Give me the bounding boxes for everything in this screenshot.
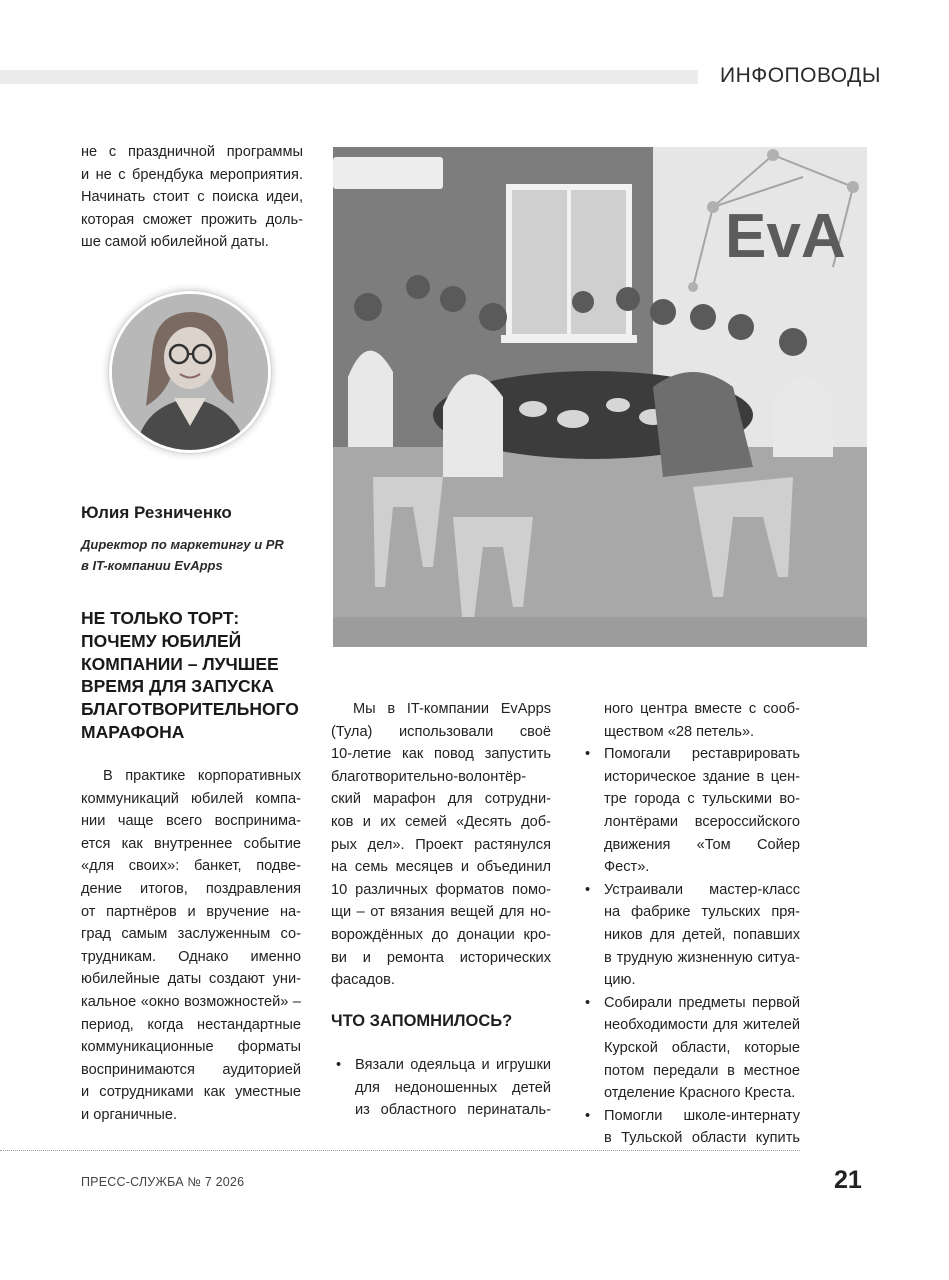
author-role: Директор по маркетингу и PR в IT-компании EvApps [81, 537, 284, 573]
header-band [0, 70, 698, 84]
photo-logo: EvA [725, 202, 846, 271]
body-column-1: В практике корпоративных коммуникаций юбилей компа- нии чаще всего воспринима- ется как внутреннее событие «для своих»: банкет, подве- дение итогов, поздравления от партнёров и вручение на- град самым заслуженным со- трудникам. Однако именно юбилейные даты создают уни- кальное «окно возможностей» – период, когда нестандартные коммуникационные форматы воспринимаются аудиторией и сотрудниками как уместные и органичные. [81, 768, 301, 1123]
body-column-2: Мы в IT-компании EvApps (Тула) использовали своё 10-летие как повод запустить благотворительно-волонтёр- ский марафон для сотрудни- ков и их семей «Десять доб- рых дел». Проект растянулся на семь месяцев и объединил 10 различных форматов помо- щи – от вязания вещей для но- ворождённых до донации кро- ви и ремонта исторических фасадов. [331, 701, 551, 989]
bullet-continuation: ного центра вместе с сооб- ществом «28 петель». [604, 701, 800, 740]
author-portrait [112, 294, 268, 450]
list-item: • Устраивали мастер-класс на фабрике тульских пря- ников для детей, попавших в трудную жизненную ситуа- цию. [580, 879, 800, 992]
bullet-list-column-2 [331, 1054, 551, 1122]
subheading: ЧТО ЗАПОМНИЛОСЬ? [331, 1012, 513, 1030]
team-photo-image [333, 147, 867, 647]
author-portrait-image [112, 294, 268, 450]
page-number: 21 [834, 1166, 862, 1194]
list-item: • Помогали реставрировать историческое здание в цен- тре города с тульскими во- лонтёрами всероссийского движения «Том Сойер Фест». [580, 743, 800, 879]
section-label: ИНФОПОВОДЫ [720, 64, 881, 87]
list-item: • Вязали одеяльца и игрушки для недоношенных детей из областного перинаталь- [331, 1054, 551, 1122]
article-headline: НЕ ТОЛЬКО ТОРТ: ПОЧЕМУ ЮБИЛЕЙ КОМПАНИИ – ЛУЧШЕЕ ВРЕМЯ ДЛЯ ЗАПУСКА БЛАГОТВОРИТЕЛЬНОГО МАРАФОНА [81, 608, 299, 742]
publication-info: ПРЕСС-СЛУЖБА № 7 2026 [81, 1175, 245, 1189]
author-name: Юлия Резниченко [81, 503, 232, 522]
list-item: • Собирали предметы первой необходимости для жителей Курской области, которые потом передали в местное отделение Красного Креста. [580, 992, 800, 1105]
footer-divider [0, 1150, 800, 1151]
intro-text: не с праздничной программы и не с брендбука мероприятия. Начинать стоит с поиска идеи, которая сможет прожить доль- ше самой юбилейной даты. [81, 144, 303, 251]
list-item: • Помогли школе-интернату в Тульской области купить [580, 1105, 800, 1150]
team-photo [333, 147, 867, 647]
body-column-3 [580, 698, 800, 1150]
